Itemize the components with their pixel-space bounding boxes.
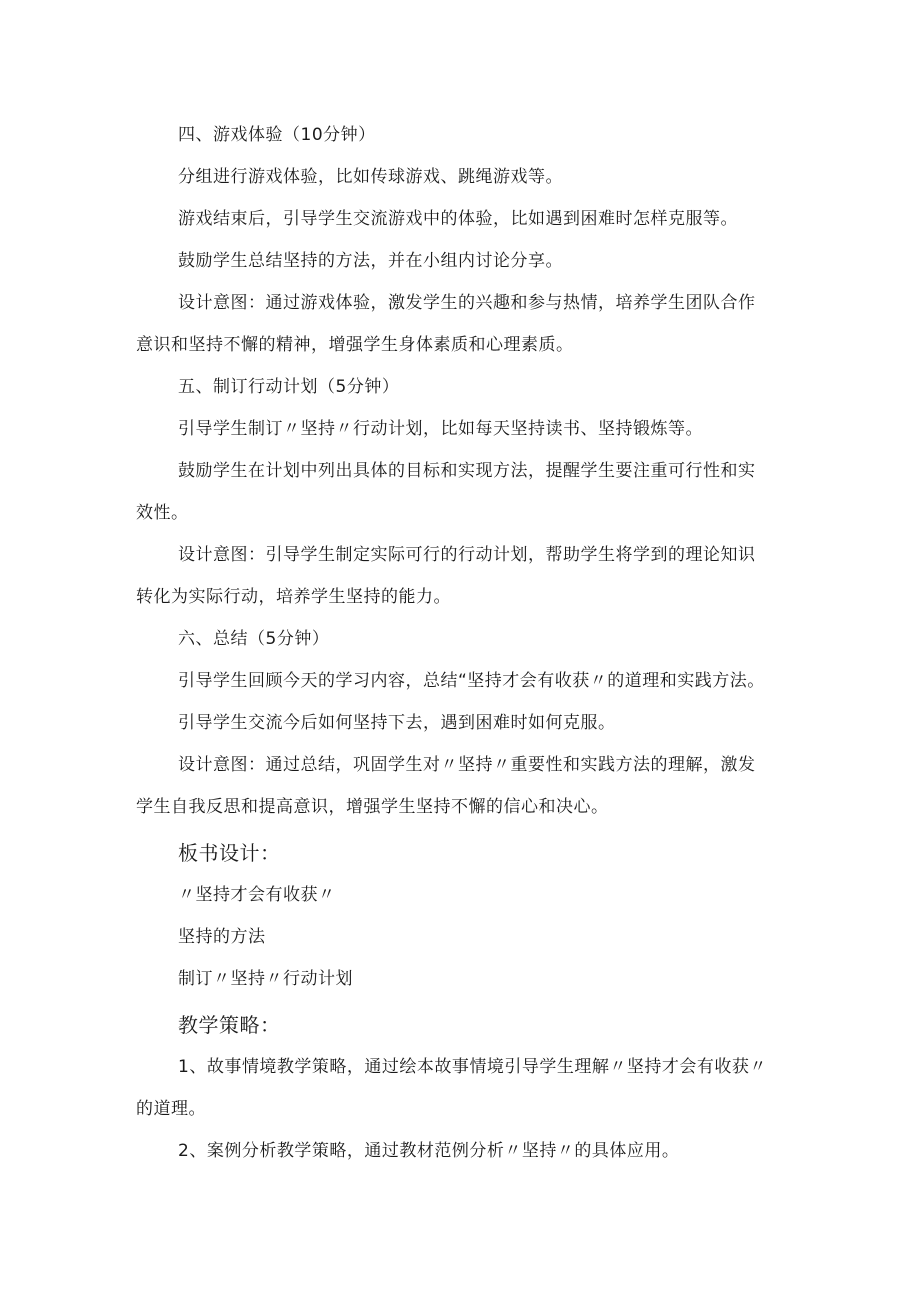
strategy-item: 2、案例分析教学策略，通过教材范例分析〃坚持〃的具体应用。	[178, 1141, 680, 1161]
heading-board-design: 板书设计：	[178, 841, 281, 865]
section-heading-game-experience: 四、游戏体验（10分钟）	[178, 125, 376, 145]
section-heading-action-plan: 五、制订行动计划（5分钟）	[178, 377, 400, 397]
board-item: 〃坚持才会有收获〃	[178, 885, 336, 905]
design-intent-line-continued: 意识和坚持不懈的精神，增强学生身体素质和心理素质。	[136, 335, 574, 355]
heading-teaching-strategy: 教学策略：	[178, 1013, 281, 1037]
section-heading-summary: 六、总结（5分钟）	[178, 629, 330, 649]
design-intent-line-continued: 转化为实际行动，培养学生坚持的能力。	[136, 587, 451, 607]
paragraph-line: 游戏结束后，引导学生交流游戏中的体验，比如遇到困难时怎样克服等。	[178, 209, 738, 229]
design-intent-line-continued: 学生自我反思和提高意识，增强学生坚持不懈的信心和决心。	[136, 797, 609, 817]
paragraph-line-continued: 效性。	[136, 503, 189, 523]
paragraph-line: 引导学生交流今后如何坚持下去，遇到困难时如何克服。	[178, 713, 616, 733]
strategy-item-continued: 的道理。	[136, 1099, 206, 1119]
design-intent-line: 设计意图：通过游戏体验，激发学生的兴趣和参与热情，培养学生团队合作	[178, 293, 756, 313]
strategy-item: 1、故事情境教学策略，通过绘本故事情境引导学生理解〃坚持才会有收获〃	[178, 1057, 767, 1077]
board-item: 坚持的方法	[178, 927, 266, 947]
design-intent-line: 设计意图：通过总结，巩固学生对〃坚持〃重要性和实践方法的理解，激发	[178, 755, 756, 775]
paragraph-line: 引导学生回顾今天的学习内容，总结“坚持才会有收获〃的道理和实践方法。	[178, 671, 765, 691]
design-intent-line: 设计意图：引导学生制定实际可行的行动计划，帮助学生将学到的理论知识	[178, 545, 756, 565]
board-item: 制订〃坚持〃行动计划	[178, 969, 353, 989]
paragraph-line: 鼓励学生在计划中列出具体的目标和实现方法，提醒学生要注重可行性和实	[178, 461, 756, 481]
paragraph-line: 分组进行游戏体验，比如传球游戏、跳绳游戏等。	[178, 167, 563, 187]
paragraph-line: 引导学生制订〃坚持〃行动计划，比如每天坚持读书、坚持锻炼等。	[178, 419, 703, 439]
paragraph-line: 鼓励学生总结坚持的方法，并在小组内讨论分享。	[178, 251, 563, 271]
